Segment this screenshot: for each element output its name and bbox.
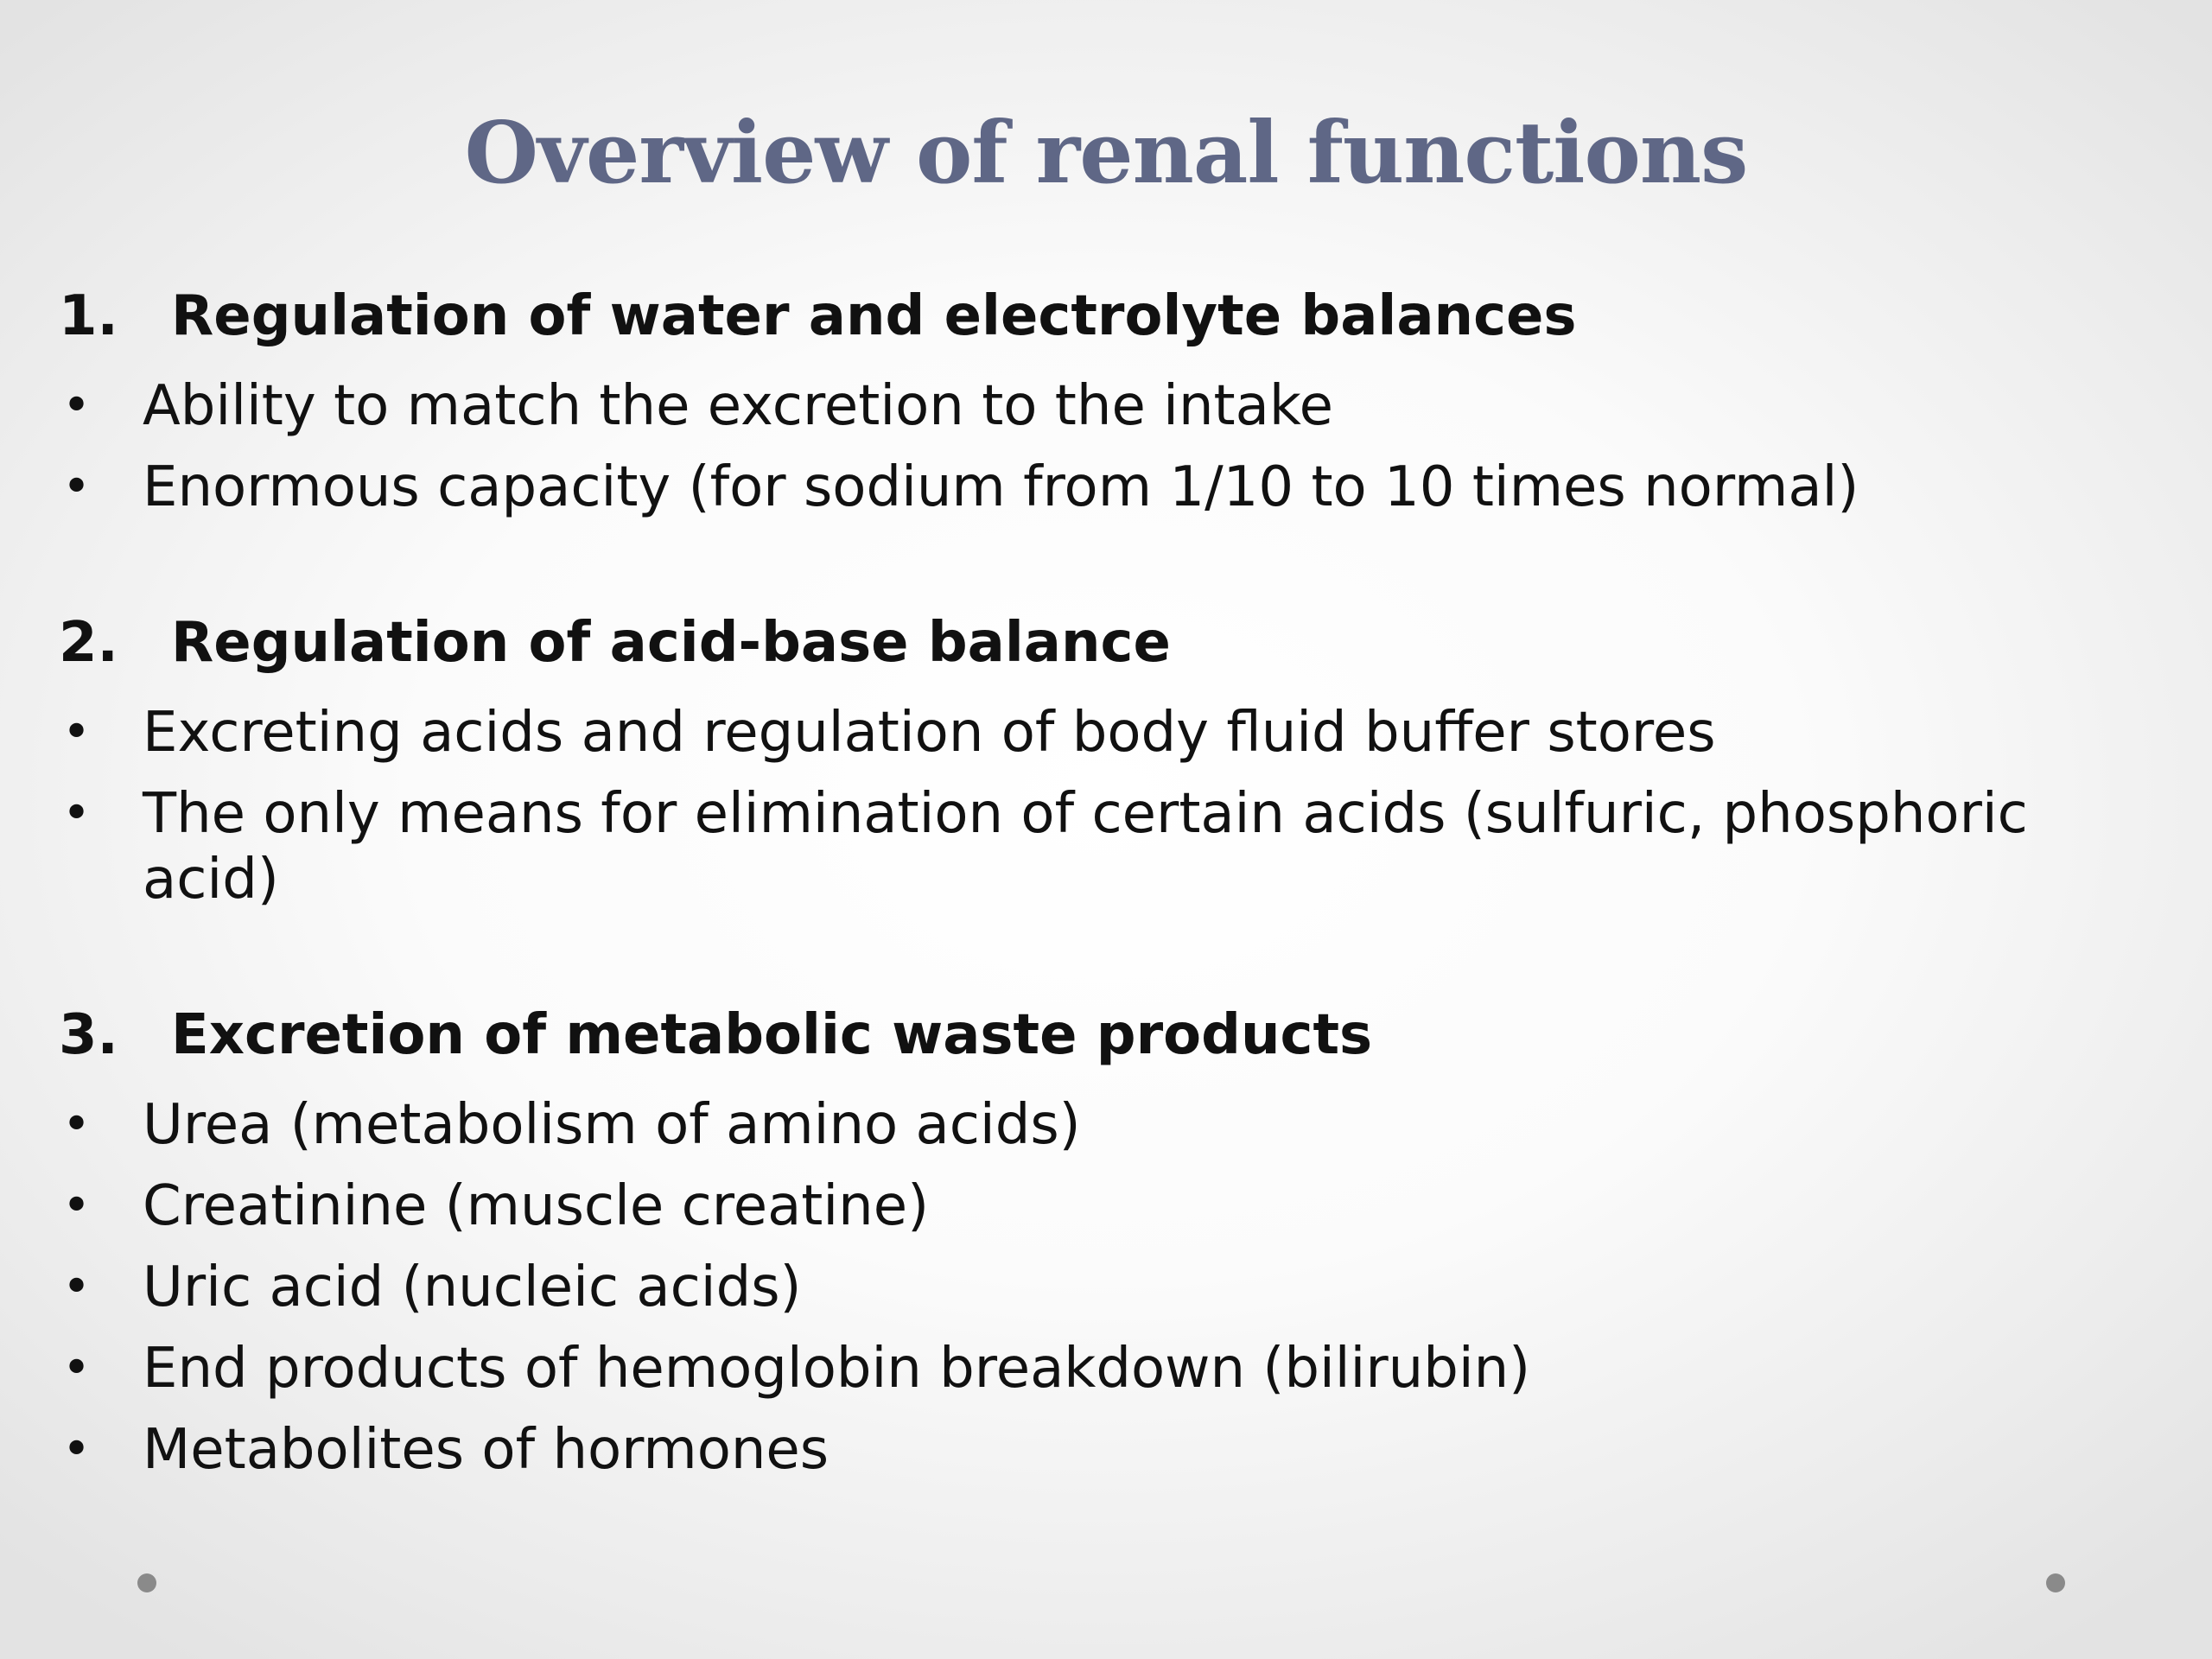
list-item — [59, 700, 2150, 766]
bullet-icon: • — [62, 785, 92, 842]
bullet-text: Urea (metabolism of amino acids) — [143, 1093, 1081, 1157]
list-item — [59, 1173, 2150, 1239]
bullet-text: Creatinine (muscle creatine) — [143, 1174, 930, 1238]
section-number: 3. — [59, 1003, 118, 1067]
section-number: 2. — [59, 611, 118, 675]
bullet-icon: • — [62, 1178, 92, 1234]
decorative-dot-icon — [137, 1573, 156, 1592]
section-heading — [59, 601, 2150, 684]
bullet-text: Ability to match the excretion to the intake — [143, 374, 1333, 438]
list-item — [59, 1417, 2150, 1483]
bullet-text: The only means for elimination of certain acids (sulfuric, phosphoric acid) — [143, 782, 2028, 912]
bullet-icon: • — [62, 1421, 92, 1478]
bullet-icon: • — [62, 1259, 92, 1315]
bullet-icon: • — [62, 704, 92, 760]
bullet-list — [59, 700, 2150, 912]
bullet-text: End products of hemoglobin breakdown (bilirubin) — [143, 1337, 1531, 1401]
section-water-electrolyte — [59, 275, 2150, 520]
slide-title: Overview of renal functions — [464, 104, 1748, 203]
bullet-list — [59, 1092, 2150, 1483]
section-heading — [59, 275, 2150, 358]
bullet-list — [59, 373, 2150, 520]
section-heading — [59, 994, 2150, 1077]
section-metabolic-waste — [59, 994, 2150, 1483]
bullet-icon: • — [62, 459, 92, 515]
bullet-text: Enormous capacity (for sodium from 1/10 to 10 times normal) — [143, 455, 1859, 519]
bullet-icon: • — [62, 1096, 92, 1153]
bullet-icon: • — [62, 1340, 92, 1396]
list-item — [59, 1092, 2150, 1158]
list-item — [59, 781, 2150, 912]
section-acid-base — [59, 601, 2150, 912]
bullet-text: Metabolites of hormones — [143, 1418, 830, 1482]
section-heading-text: Regulation of acid-base balance — [171, 611, 1171, 675]
decorative-dot-icon — [2046, 1573, 2065, 1592]
section-number: 1. — [59, 284, 118, 348]
bullet-text: Uric acid (nucleic acids) — [143, 1255, 802, 1319]
section-heading-text: Excretion of metabolic waste products — [171, 1003, 1373, 1067]
bullet-icon: • — [62, 378, 92, 434]
list-item — [59, 454, 2150, 520]
bullet-text: Excreting acids and regulation of body fluid buffer stores — [143, 701, 1716, 765]
slide-content — [59, 275, 2150, 1483]
list-item — [59, 373, 2150, 439]
list-item — [59, 1255, 2150, 1320]
section-heading-text: Regulation of water and electrolyte balances — [171, 284, 1577, 348]
list-item — [59, 1336, 2150, 1402]
